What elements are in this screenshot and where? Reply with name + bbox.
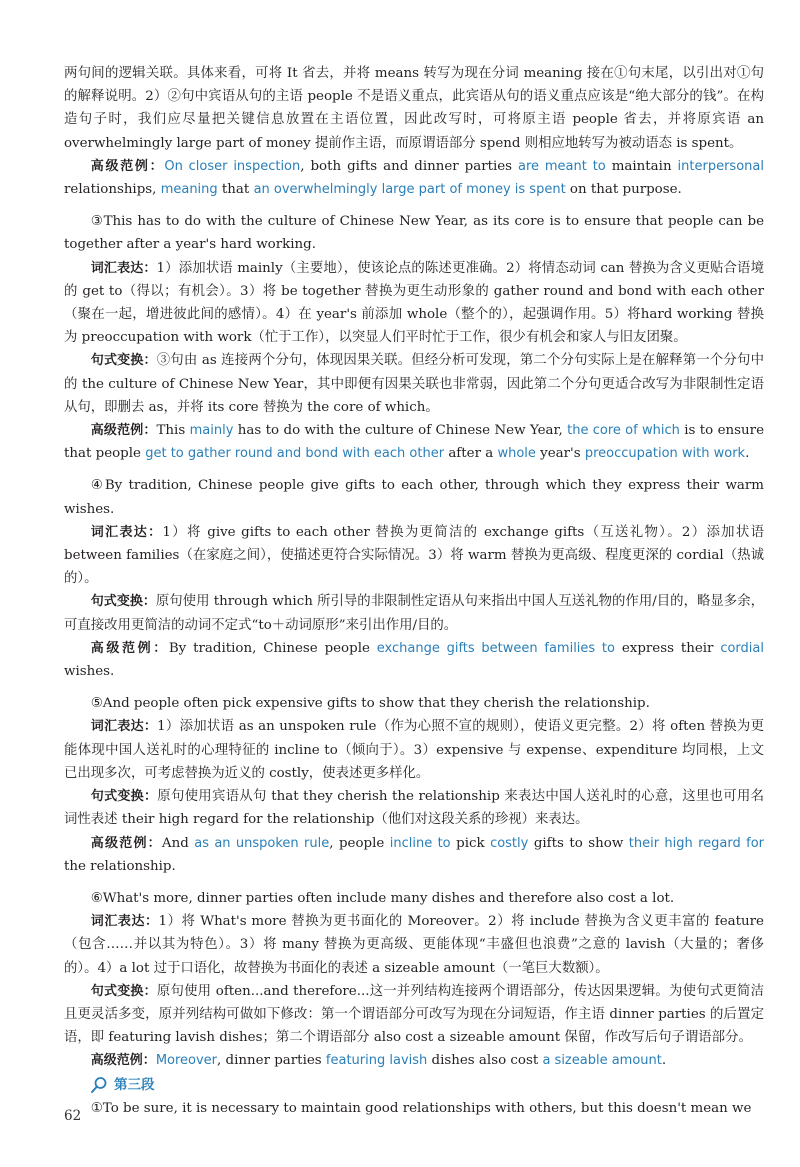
vocab-5: [64, 715, 764, 785]
vocab-6-text: 1）将 What's more 替换为更书面化的 Moreover。2）将 include 替换为含义更丰富的 feature（包含……并以其为特色）。3）将 many 替换为更高级、更能体现“丰盛但也浪费”之意的 lavish（大量的；奢侈的）。4）a lot 过于口语化，故替换为书面化的表述 a sizeable amount（一笔巨大数额）。: [64, 914, 764, 976]
search-icon: [90, 1076, 108, 1094]
example-label: 高级范例：: [90, 1053, 156, 1069]
example-label: 高级范例：: [90, 423, 157, 439]
highlighted-phrase: featuring lavish: [325, 1053, 428, 1069]
highlighted-phrase: meaning: [160, 182, 218, 198]
highlighted-phrase: cordial: [720, 640, 764, 656]
example-fragment: .: [745, 446, 750, 462]
highlighted-phrase: are meant to: [518, 158, 606, 174]
example-fragment: has to do with the culture of Chinese New Year,: [233, 423, 568, 439]
example-fragment: wishes.: [64, 664, 115, 680]
example-fragment: on that purpose.: [565, 182, 682, 198]
highlighted-phrase: get to gather round and bond with each other: [145, 446, 445, 462]
example-fragment: dishes also cost: [427, 1053, 543, 1069]
example-5-text: [64, 836, 764, 874]
syntax-4: [64, 590, 764, 636]
vocab-label: 词汇表达：: [90, 260, 157, 276]
example-fragment: gifts to show: [528, 835, 629, 851]
example-6: [64, 1049, 764, 1072]
example-fragment: is to ensure that people: [64, 423, 764, 462]
syntax-label: 句式变换：: [90, 594, 156, 610]
example-fragment: And: [161, 835, 195, 851]
syntax-label: 句式变换：: [90, 789, 158, 805]
example-fragment: , people: [329, 835, 390, 851]
highlighted-phrase: Moreover: [155, 1053, 218, 1069]
highlighted-phrase: exchange gifts between families to: [376, 640, 615, 656]
highlighted-phrase: On closer inspection: [164, 158, 301, 174]
example-2: [64, 155, 764, 201]
sentence-5: ⑤And people often pick expensive gifts to show that they cherish the relationship.: [90, 696, 650, 712]
vocab-4-text: 1）将 give gifts to each other 替换为更简洁的 exchange gifts（互送礼物）。2）添加状语 between families（在家庭之间），使描述更符合实际情况。3）将 warm 替换为更高级、程度更深的 cordial（热诚的）。: [64, 524, 764, 587]
example-label: 高级范例：: [90, 835, 162, 851]
section-heading: [90, 1073, 764, 1097]
vocab-3-text: 1）添加状语 mainly（主要地），使该论点的陈述更准确。2）将情态动词 can 替换为含义更贴合语境的 get to（得以；有机会）。3）将 be together 替换为更生动形象的 gather round and bond with each other（聚在一起，增进彼此间的感情）。4）在 year's 前添加 whole（整个的），起强调作用。5）将hard working 替换为 preoccupation with work（忙于工作），以突显人们平时忙于工作，很少有机会和家人与旧友团聚。: [64, 260, 764, 346]
vocab-label: 词汇表达：: [90, 524, 163, 540]
example-4: [64, 637, 764, 683]
example-3: [64, 419, 764, 465]
highlighted-phrase: costly: [490, 835, 529, 851]
paragraph-3-sentence-1: ①To be sure, it is necessary to maintain good relationships with others, but this doesn't mean we: [90, 1100, 752, 1116]
page-content: [64, 62, 764, 1120]
vocab-label: 词汇表达：: [90, 719, 158, 735]
example-2-text: [64, 159, 764, 197]
example-fragment: This: [156, 423, 190, 439]
highlighted-phrase: incline to: [389, 835, 451, 851]
page-number: 62: [64, 1108, 82, 1124]
section-heading-text: 第三段: [114, 1076, 155, 1093]
example-fragment: relationships,: [64, 182, 161, 198]
example-6-text: [156, 1053, 666, 1068]
example-fragment: .: [661, 1053, 667, 1069]
vocab-6: [64, 910, 764, 980]
highlighted-phrase: whole: [497, 446, 536, 462]
example-fragment: pick: [450, 835, 491, 851]
example-fragment: , both gifts and dinner parties: [300, 158, 519, 174]
example-fragment: By tradition, Chinese people: [168, 640, 377, 656]
sentence-6: ⑥What's more, dinner parties often include many dishes and therefore also cost a lot.: [90, 890, 675, 906]
example-label: 高级范例：: [90, 158, 165, 174]
example-fragment: that: [217, 182, 254, 198]
example-fragment: after a: [444, 446, 498, 462]
intro-paragraph: 两句间的逻辑关联。具体来看，可将 It 省去，并将 means 转写为现在分词 meaning 接在①句末尾，以引出对①句的解释说明。2）②句中宾语从句的主语 people 不是语义重点，此宾语从句的语义重点应该是“绝大部分的钱”。在构造句子时，我们应尽量把关键信息放置在主语位置，因此改写时，可将原主语 people 省去，并将原宾语 an overwhelmingly large part of money 提前作主语，而原谓语部分 spend 则相应地转写为被动语态 is spent。: [64, 66, 764, 151]
example-fragment: , dinner parties: [217, 1053, 326, 1069]
example-label: 高级范例：: [90, 640, 169, 656]
sentence-4: ④By tradition, Chinese people give gifts to each other, through which they express their warm wishes.: [64, 478, 764, 517]
highlighted-phrase: as an unspoken rule: [194, 835, 330, 851]
syntax-6: [64, 980, 764, 1050]
example-fragment: the relationship.: [64, 858, 176, 874]
example-fragment: maintain: [605, 158, 678, 174]
syntax-5: [64, 785, 764, 831]
highlighted-phrase: interpersonal: [677, 158, 764, 174]
syntax-label: 句式变换：: [90, 983, 157, 999]
syntax-3-text: ③句由 as 连接两个分句，体现因果关联。但经分析可发现，第二个分句实际上是在解释第一个分句中的 the culture of Chinese New Year，其中即便有因果关联也非常弱，因此第二个分句更适合改写为非限制性定语从句，即删去 as，并将 its core 替换为 the core of which。: [64, 353, 764, 415]
syntax-4-text: 原句使用 through which 所引导的非限制性定语从句来指出中国人互送礼物的作用/目的，略显多余，可直接改用更简洁的动词不定式“to＋动词原形”来引出作用/目的。: [64, 594, 764, 633]
highlighted-phrase: mainly: [189, 423, 234, 439]
highlighted-phrase: a sizeable amount: [542, 1053, 662, 1069]
vocab-4: [64, 521, 764, 591]
syntax-6-text: 原句使用 often...and therefore...这一并列结构连接两个谓语部分，传达因果逻辑。为使句式更简洁且更灵活多变，原并列结构可做如下修改：第一个谓语部分可改写为现在分词短语，作主语 dinner parties 的后置定语，即 featuring lavish dishes；第二个谓语部分 also cost a sizeable amount 保留，作改写后句子谓语部分。: [64, 983, 764, 1046]
highlighted-phrase: an overwhelmingly large part of money is spent: [253, 182, 566, 198]
vocab-3: [64, 257, 764, 350]
vocab-5-text: 1）添加状语 as an unspoken rule（作为心照不宣的规则），使语义更完整。2）将 often 替换为更能体现中国人送礼时的心理特征的 incline to（倾向于）。3）expensive 与 expense、expenditure 均同根，上文已出现多次，可考虑替换为近义的 costly，使表述更多样化。: [64, 719, 764, 781]
example-fragment: express their: [614, 640, 721, 656]
highlighted-phrase: the core of which: [567, 423, 680, 439]
syntax-label: 句式变换：: [90, 353, 157, 369]
example-3-text: [64, 423, 764, 461]
example-4-text: [64, 641, 764, 679]
highlighted-phrase: their high regard for: [628, 835, 764, 851]
syntax-5-text: 原句使用宾语从句 that they cherish the relationship 来表达中国人送礼时的心意，这里也可用名词性表述 their high regard for the relationship（他们对这段关系的珍视）来表达。: [64, 789, 764, 828]
syntax-3: [64, 349, 764, 419]
sentence-3: ③This has to do with the culture of Chinese New Year, as its core is to ensure that people can be together after a year's hard working.: [64, 214, 764, 253]
vocab-label: 词汇表达：: [90, 914, 159, 930]
highlighted-phrase: preoccupation with work: [584, 446, 746, 462]
example-5: [64, 832, 764, 878]
example-fragment: year's: [535, 446, 585, 462]
